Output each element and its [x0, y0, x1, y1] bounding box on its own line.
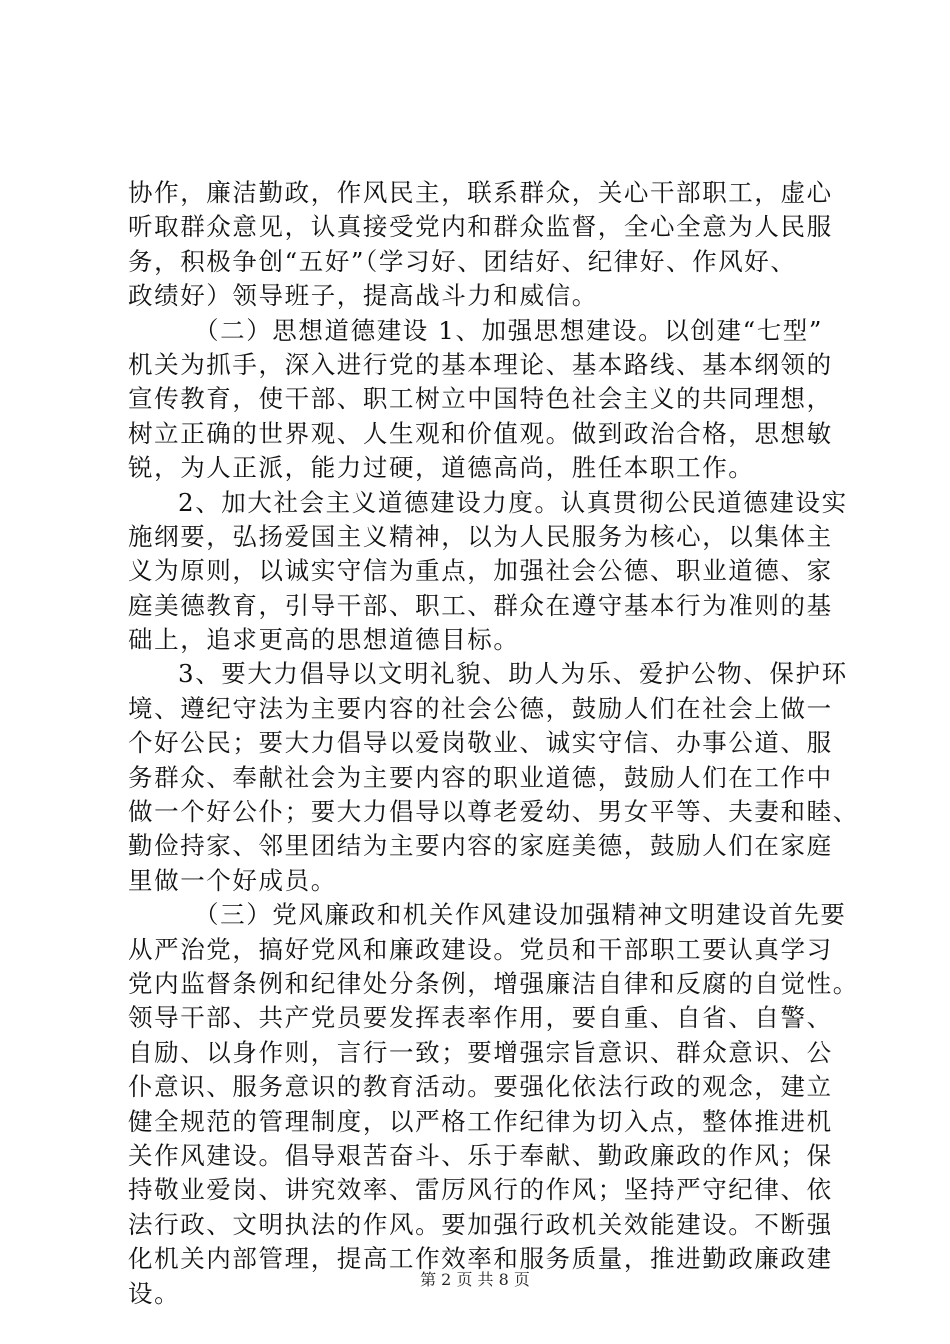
text-line: 化机关内部管理，提高工作效率和服务质量，推进勤政廉政建 [128, 1244, 833, 1274]
text-line: 勤俭持家、邻里团结为主要内容的家庭美德，鼓励人们在家庭 [128, 831, 833, 861]
text-line: 仆意识、服务意识的教育活动。要强化依法行政的观念，建立 [128, 1072, 833, 1102]
text-line: （二）思想道德建设 1、加强思想建设。以创建“七型” [194, 315, 824, 345]
text-line: 境、遵纪守法为主要内容的社会公德，鼓励人们在社会上做一 [128, 693, 833, 723]
text-line: 义为原则，以诚实守信为重点，加强社会公德、职业道德、家 [128, 556, 833, 586]
document-body [128, 176, 859, 1311]
text-line: 个好公民；要大力倡导以爱岗敬业、诚实守信、办事公道、服 [128, 728, 833, 758]
page-number-footer: 第 2 页 共 8 页 [420, 1270, 530, 1289]
text-line: 础上，追求更高的思想道德目标。 [128, 625, 520, 655]
text-line: 锐，为人正派，能力过硬，道德高尚，胜任本职工作。 [128, 453, 755, 483]
text-line: 2、加大社会主义道德建设力度。认真贯彻公民道德建设实 [178, 487, 848, 517]
text-line: 施纲要，弘扬爱国主义精神，以为人民服务为核心，以集体主 [128, 521, 833, 551]
text-line: 做一个好公仆；要大力倡导以尊老爱幼、男女平等、夫妻和睦、 [128, 797, 859, 827]
text-line: 树立正确的世界观、人生观和价值观。做到政治合格，思想敏 [128, 418, 833, 448]
text-line: 3、要大力倡导以文明礼貌、助人为乐、爱护公物、保护环 [178, 659, 848, 689]
text-line: 宣传教育，使干部、职工树立中国特色社会主义的共同理想， [128, 384, 833, 414]
text-line: 从严治党，搞好党风和廉政建设。党员和干部职工要认真学习 [128, 934, 833, 964]
text-line: 法行政、文明执法的作风。要加强行政机关效能建设。不断强 [128, 1209, 833, 1239]
text-line: 务，积极争创“五好”（学习好、团结好、纪律好、作风好、 [128, 246, 797, 276]
text-line: 党内监督条例和纪律处分条例，增强廉洁自律和反腐的自觉性。 [128, 968, 859, 998]
text-line: （三）党风廉政和机关作风建设加强精神文明建设首先要 [194, 900, 847, 930]
text-line: 持敬业爱岗、讲究效率、雷厉风行的作风；坚持严守纪律、依 [128, 1175, 833, 1205]
text-line: 设。 [128, 1278, 181, 1308]
text-line: 协作，廉洁勤政，作风民主，联系群众，关心干部职工，虚心 [128, 178, 833, 207]
text-line: 关作风建设。倡导艰苦奋斗、乐于奉献、勤政廉政的作风；保 [128, 1140, 833, 1170]
text-line: 听取群众意见，认真接受党内和群众监督，全心全意为人民服 [128, 212, 833, 242]
text-line: 政绩好）领导班子，提高战斗力和威信。 [128, 281, 598, 311]
text-line: 庭美德教育，引导干部、职工、群众在遵守基本行为准则的基 [128, 590, 833, 620]
text-line: 机关为抓手，深入进行党的基本理论、基本路线、基本纲领的 [128, 349, 833, 379]
text-line: 务群众、奉献社会为主要内容的职业道德，鼓励人们在工作中 [128, 762, 833, 792]
text-line: 自励、以身作则，言行一致；要增强宗旨意识、群众意识、公 [128, 1037, 833, 1067]
text-line: 里做一个好成员。 [128, 865, 337, 895]
text-line: 领导干部、共产党员要发挥表率作用，要自重、自省、自警、 [128, 1003, 833, 1033]
text-line: 健全规范的管理制度，以严格工作纪律为切入点，整体推进机 [128, 1106, 833, 1136]
